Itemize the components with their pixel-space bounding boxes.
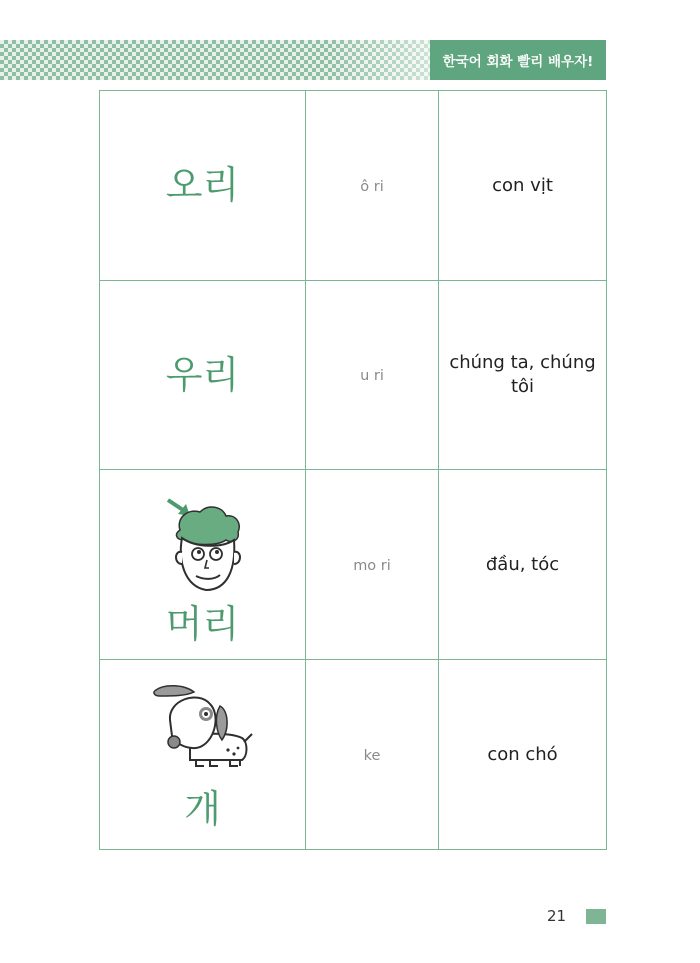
meaning-cell [439,660,607,850]
page-number: 21 [547,907,567,925]
dog-icon [150,680,260,770]
romanization: ô ri [360,178,384,195]
table-row [100,470,607,660]
korean-cell [100,280,306,470]
page-header [0,40,606,80]
korean-cell [100,91,306,281]
korean-cell [100,660,306,850]
table-row [100,91,607,281]
vocabulary-table [99,90,607,850]
table-row [100,660,607,850]
meaning-cell [439,470,607,660]
romanization-cell [306,470,439,660]
korean-word: 머리 [165,602,240,646]
meaning: con chó [487,743,558,765]
korean-cell [100,470,306,660]
meaning: chúng ta, chúng tôi [449,352,596,397]
book-title: 한국어 회화 빨리 배우자! [430,40,606,80]
korean-word: 오리 [165,163,240,208]
romanization-cell [306,91,439,281]
head-with-arrow-icon [162,490,252,600]
romanization: u ri [360,368,384,385]
meaning-cell [439,91,607,281]
romanization: ke [363,748,381,764]
page-number-marker [586,909,606,924]
meaning-cell [439,280,607,470]
romanization-cell [306,280,439,470]
meaning: đầu, tóc [485,553,560,575]
banner-fade [330,40,430,80]
table-row [100,280,607,470]
romanization-cell [306,660,439,850]
meaning: con vịt [492,174,553,196]
korean-word: 개 [184,787,221,831]
romanization: mo ri [353,558,391,574]
korean-word: 우리 [165,352,240,397]
